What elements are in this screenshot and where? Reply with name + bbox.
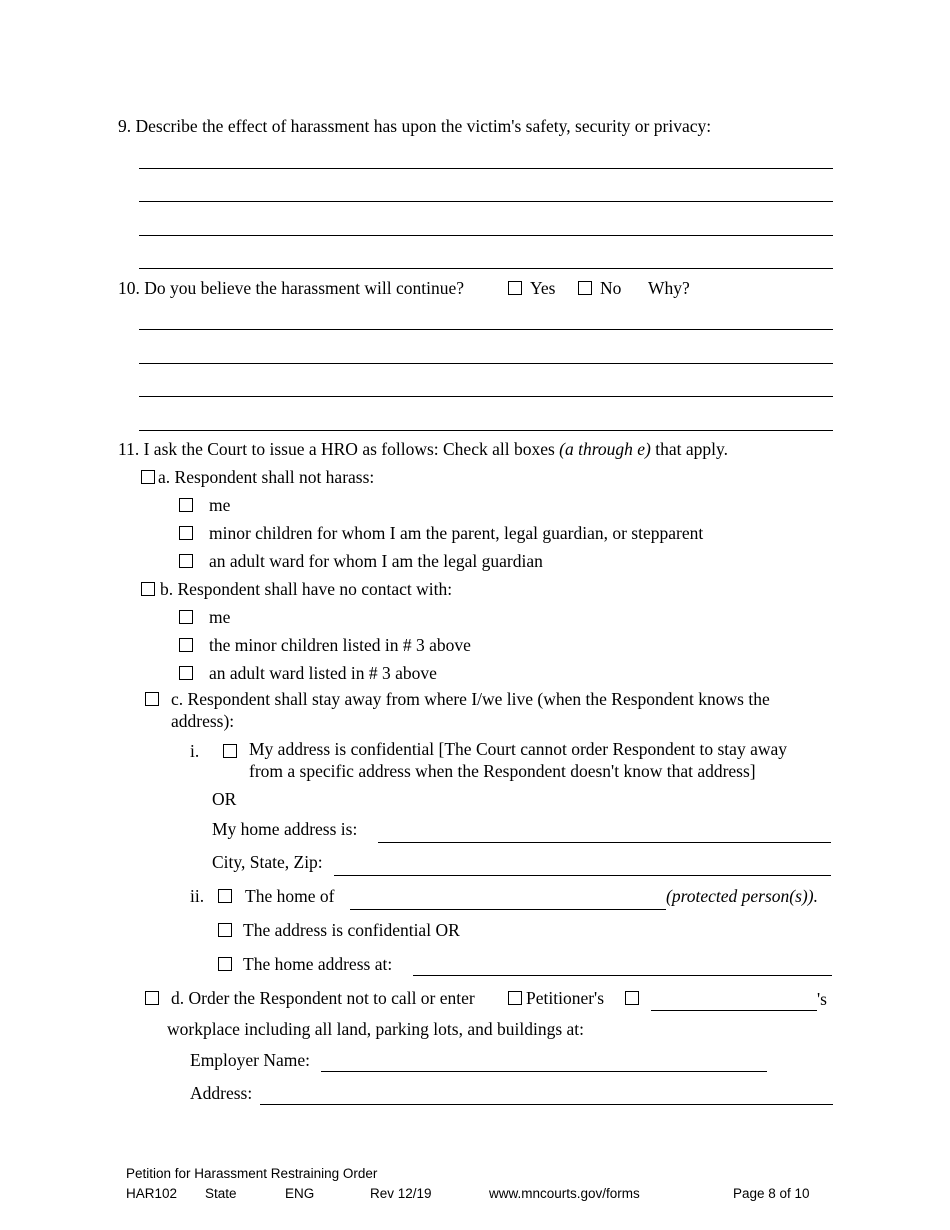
employer-address-field[interactable] xyxy=(260,1104,833,1105)
q9-answer-line-2[interactable] xyxy=(139,201,833,202)
petitioners-checkbox[interactable] xyxy=(508,991,522,1005)
q11c-ii-checkbox[interactable] xyxy=(218,889,232,903)
q11b-checkbox[interactable] xyxy=(141,582,155,596)
q11b-option-3-label: an adult ward listed in # 3 above xyxy=(209,663,437,683)
footer-form-id: HAR102 xyxy=(126,1186,178,1201)
q11b-option-2-label: the minor children listed in # 3 above xyxy=(209,635,471,655)
q11c-i-marker: i. xyxy=(190,741,200,761)
q11a-option-1-label: me xyxy=(209,495,231,515)
protected-persons-label: (protected person(s)). xyxy=(666,886,818,906)
q11b-option-1-checkbox[interactable] xyxy=(179,610,193,624)
q9-answer-line-1[interactable] xyxy=(139,168,833,169)
home-address-at-field[interactable] xyxy=(413,975,832,976)
q11c-or-text: OR xyxy=(212,789,237,809)
q11b-option-1-label: me xyxy=(209,607,231,627)
q9-answer-line-3[interactable] xyxy=(139,235,833,236)
q10-no-label: No xyxy=(600,278,622,298)
q11c-label-line-1: c. Respondent shall stay away from where I/we live (when the Respondent knows the xyxy=(171,689,770,709)
q11a-label: a. Respondent shall not harass: xyxy=(158,467,375,487)
employer-name-label: Employer Name: xyxy=(190,1050,311,1070)
city-state-zip-label: City, State, Zip: xyxy=(212,852,323,872)
q11a-option-2-label: minor children for whom I am the parent, legal guardian, or stepparent xyxy=(209,523,704,543)
footer-url: www.mncourts.gov/forms xyxy=(489,1186,640,1201)
other-workplace-checkbox[interactable] xyxy=(625,991,639,1005)
address-confidential-label: The address is confidential OR xyxy=(243,920,460,940)
protected-person-name-field[interactable] xyxy=(350,909,666,910)
q11a-option-1-checkbox[interactable] xyxy=(179,498,193,512)
question-11-text: 11. I ask the Court to issue a HRO as follows: Check all boxes (a through e) that apply. xyxy=(118,439,728,459)
petitioners-label: Petitioner's xyxy=(526,988,605,1008)
footer-revision: Rev 12/19 xyxy=(370,1186,432,1201)
q11b-option-3-checkbox[interactable] xyxy=(179,666,193,680)
q11c-i-text-line-2: from a specific address when the Respondent doesn't know that address] xyxy=(249,761,756,781)
address-confidential-checkbox[interactable] xyxy=(218,923,232,937)
q11a-checkbox[interactable] xyxy=(141,470,155,484)
q11b-option-2-checkbox[interactable] xyxy=(179,638,193,652)
q10-answer-line-1[interactable] xyxy=(139,329,833,330)
question-10-text: 10. Do you believe the harassment will continue? xyxy=(118,278,465,298)
footer-state: State xyxy=(205,1186,237,1201)
footer-language: ENG xyxy=(285,1186,315,1201)
q11d-checkbox[interactable] xyxy=(145,991,159,1005)
home-address-at-label: The home address at: xyxy=(243,954,393,974)
home-address-label: My home address is: xyxy=(212,819,358,839)
q10-yes-label: Yes xyxy=(530,278,556,298)
q11c-i-text-line-1: My address is confidential [The Court cannot order Respondent to stay away xyxy=(249,739,787,759)
footer-page-number: Page 8 of 10 xyxy=(733,1186,810,1201)
home-of-label: The home of xyxy=(245,886,335,906)
q9-answer-line-4[interactable] xyxy=(139,268,833,269)
q10-answer-line-3[interactable] xyxy=(139,396,833,397)
q10-no-checkbox[interactable] xyxy=(578,281,592,295)
workplace-text: workplace including all land, parking lots, and buildings at: xyxy=(167,1019,585,1039)
q10-why-label: Why? xyxy=(648,278,690,298)
city-state-zip-field[interactable] xyxy=(334,875,831,876)
home-address-at-checkbox[interactable] xyxy=(218,957,232,971)
apostrophe-s-text: 's xyxy=(817,989,827,1009)
q11a-option-2-checkbox[interactable] xyxy=(179,526,193,540)
employer-name-field[interactable] xyxy=(321,1071,767,1072)
q11c-ii-marker: ii. xyxy=(190,886,205,906)
q11c-checkbox[interactable] xyxy=(145,692,159,706)
q10-yes-checkbox[interactable] xyxy=(508,281,522,295)
employer-address-label: Address: xyxy=(190,1083,253,1103)
q11a-option-3-label: an adult ward for whom I am the legal guardian xyxy=(209,551,543,571)
q11b-label: b. Respondent shall have no contact with: xyxy=(160,579,453,599)
q11a-option-3-checkbox[interactable] xyxy=(179,554,193,568)
footer-form-title: Petition for Harassment Restraining Order xyxy=(126,1166,378,1181)
question-9-text: 9. Describe the effect of harassment has upon the victim's safety, security or privacy: xyxy=(118,116,712,136)
other-workplace-name-field[interactable] xyxy=(651,1010,817,1011)
q10-answer-line-4[interactable] xyxy=(139,430,833,431)
q11d-label: d. Order the Respondent not to call or enter xyxy=(171,988,475,1008)
home-address-field[interactable] xyxy=(378,842,831,843)
q11c-i-checkbox[interactable] xyxy=(223,744,237,758)
q10-answer-line-2[interactable] xyxy=(139,363,833,364)
q11c-label-line-2: address): xyxy=(171,711,235,731)
